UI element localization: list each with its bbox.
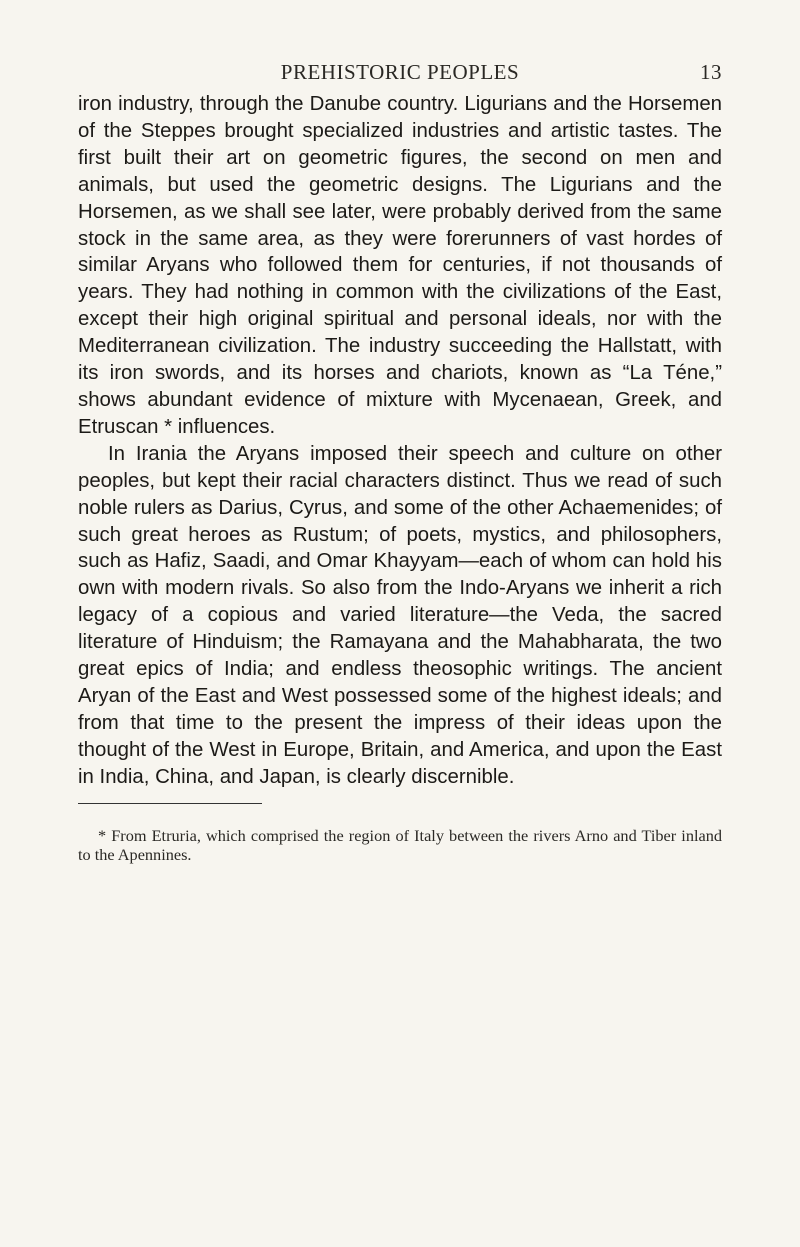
paragraph-continuation: iron industry, through the Danube country. Ligurians and the Horsemen of the Steppes brought specialized industries and artistic tastes. The first built their art on geometric figures, the second on men and animals, but used the geometric designs. The Ligurians and the Horsemen, as we shall see later, were probably derived from the same stock in the same area, as they were forerunners of vast hordes of similar Aryans who followed them for centuries, if not thousands of years. They had nothing in common with the civilizations of the East, except their high original spiritual and personal ideals, nor with the Mediterranean civilization. The industry succeeding the Hallstatt, with its iron swords, and its horses and chariots, known as “La Téne,” shows abundant evidence of mixture with Mycenaean, Greek, and Etruscan * influences. [78,93,722,438]
page-number: 13 [700,60,722,84]
footnote-divider [78,803,262,804]
body-text [78,91,722,791]
paragraph-irania: In Irania the Aryans imposed their speech and culture on other peoples, but kept their racial characters distinct. Thus we read of such noble rulers as Darius, Cyrus, and some of the other Achaemenides; of such great heroes as Rustum; of poets, mystics, and philosophers, such as Hafiz, Saadi, and Omar Khayyam—each of whom can hold his own with modern rivals. So also from the Indo-Aryans we inherit a rich legacy of a copious and varied literature—the Veda, the sacred literature of Hinduism; the Ramayana and the Mahabharata, the two great epics of India; and endless theosophic writings. The ancient Aryan of the East and West possessed some of the highest ideals; and from that time to the present the impress of their ideas upon the thought of the West in Europe, Britain, and America, and upon the East in India, China, and Japan, is clearly discernible. [78,442,722,788]
running-header [78,60,722,90]
footnote: * From Etruria, which comprised the region of Italy between the rivers Arno and Tiber inland to the Apennines. [78,826,722,865]
running-title: PREHISTORIC PEOPLES [280,60,520,84]
